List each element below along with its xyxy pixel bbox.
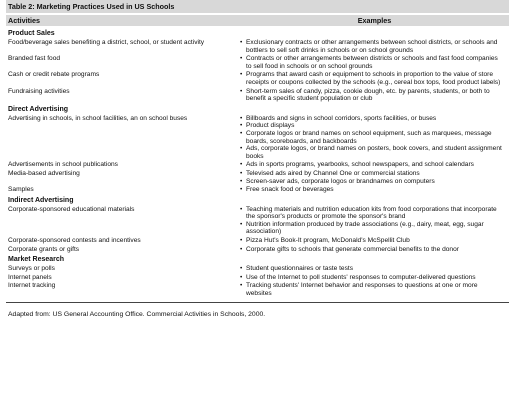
examples-cell — [240, 206, 509, 236]
example-item: • Screen-saver ads, corporate logos or brandnames on computers — [240, 178, 505, 186]
table-title: Table 2: Marketing Practices Used in US Schools — [6, 0, 509, 13]
activity-cell: Internet panels — [8, 273, 52, 281]
activity-cell: Branded fast food — [8, 55, 61, 63]
section-heading: Product Sales — [8, 30, 55, 37]
examples-list — [240, 115, 505, 161]
table-row — [6, 206, 509, 236]
column-header-examples: Examples — [357, 16, 392, 25]
example-item: • Product displays — [240, 122, 505, 130]
examples-cell — [240, 55, 509, 70]
examples-cell — [240, 186, 509, 194]
examples-list — [240, 186, 505, 194]
section-heading: Market Research — [8, 256, 65, 264]
example-item: • Student questionnaires or taste tests — [240, 265, 505, 273]
footer-divider — [6, 302, 509, 303]
example-item: • Ads in sports programs, yearbooks, school newspapers, and school calendars — [240, 161, 505, 169]
column-header-activities: Activities — [8, 16, 40, 25]
examples-cell — [240, 88, 509, 103]
example-item: • Nutrition information produced by trade associations (e.g., dairy, meat, egg, sugar association) — [240, 221, 505, 236]
table-row — [6, 265, 509, 273]
table-row — [6, 237, 509, 245]
table-row — [6, 186, 509, 194]
examples-list — [240, 274, 505, 282]
examples-list — [240, 237, 505, 245]
examples-cell — [240, 237, 509, 245]
example-item: • Free snack food or beverages — [240, 186, 505, 194]
example-item: • Teaching materials and nutrition education kits from food corporations that incorporate the sponsor's products or promote the sponsor's brand — [240, 206, 505, 221]
example-item: • Short-term sales of candy, pizza, cookie dough, etc. by parents, students, or both to benefit a specific student population or club — [240, 88, 505, 103]
example-item: • Programs that award cash or equipment to schools in proportion to the value of store receipts or coupons collected by the schools (e.g., cereal box tops, food product labels) — [240, 71, 505, 86]
activity-cell: Corporate grants or gifts — [8, 245, 80, 253]
examples-cell — [240, 246, 509, 254]
table-row — [6, 282, 509, 297]
table-row — [6, 246, 509, 254]
activity-cell: Food/beverage sales benefiting a district, school, or student activity — [8, 39, 205, 46]
example-item: • Corporate logos or brand names on school equipment, such as marquees, message boards, scoreboards, and backboards — [240, 130, 505, 145]
activity-cell: Cash or credit rebate programs — [8, 71, 100, 79]
table-footnote: Adapted from: US General Accounting Office. Commercial Activities in Schools, 2000. — [8, 310, 266, 318]
example-item: • Contracts or other arrangements between districts or schools and fast food companies to sell food in schools or on school grounds — [240, 55, 505, 70]
examples-list — [240, 71, 505, 86]
examples-list — [240, 282, 505, 297]
examples-list — [240, 55, 505, 70]
examples-cell — [240, 39, 509, 54]
examples-list — [240, 170, 505, 185]
examples-cell — [240, 115, 509, 161]
table-row — [6, 71, 509, 86]
table-row — [6, 161, 509, 169]
examples-list — [240, 161, 505, 169]
column-header-row — [6, 15, 509, 26]
example-item: • Billboards and signs in school corridors, sports facilities, or buses — [240, 115, 505, 123]
activity-cell: Fundraising activities — [8, 87, 70, 95]
activity-cell: Advertisements in school publications — [8, 161, 118, 169]
table-container — [6, 0, 509, 318]
examples-cell — [240, 282, 509, 297]
activity-cell: Internet tracking — [8, 282, 56, 290]
table-row — [6, 115, 509, 161]
activity-cell: Media-based advertising — [8, 169, 80, 177]
examples-cell — [240, 170, 509, 185]
section-heading: Indirect Advertising — [8, 196, 74, 204]
activity-cell: Samples — [8, 186, 34, 194]
examples-list — [240, 39, 505, 54]
examples-list — [240, 88, 505, 103]
example-item: • Exclusionary contracts or other arrangements between school districts, or schools and bottlers to sell soft drinks in schools or on school grounds — [240, 39, 505, 54]
table-row — [6, 55, 509, 70]
section-heading: Direct Advertising — [8, 105, 69, 113]
table-row — [6, 274, 509, 282]
activity-cell: Advertising in schools, in school facilities, an on school buses — [8, 114, 188, 122]
examples-cell — [240, 265, 509, 273]
table-row — [6, 88, 509, 103]
table-row — [6, 39, 509, 54]
examples-list — [240, 246, 505, 254]
example-item: • Use of the Internet to poll students' responses to computer-delivered questions — [240, 274, 505, 282]
table-row — [6, 170, 509, 185]
examples-list — [240, 265, 505, 273]
example-item: • Pizza Hut's Book-It program, McDonald's McSpellit Club — [240, 237, 505, 245]
example-item: • Corporate gifts to schools that generate commercial benefits to the donor — [240, 246, 505, 254]
examples-cell — [240, 71, 509, 86]
example-item: • Tracking students' Internet behavior and responses to questions at one or more websites — [240, 282, 505, 297]
example-item: • Ads, corporate logos, or brand names on posters, book covers, and student assignment books — [240, 145, 505, 160]
examples-list — [240, 206, 505, 236]
example-item: • Televised ads aired by Channel One or commercial stations — [240, 170, 505, 178]
activity-cell: Corporate-sponsored contests and incentives — [8, 237, 141, 245]
table-body — [6, 30, 509, 298]
activity-cell: Corporate-sponsored educational materials — [8, 205, 135, 213]
examples-cell — [240, 274, 509, 282]
examples-cell — [240, 161, 509, 169]
activity-cell: Surveys or polls — [8, 265, 55, 273]
